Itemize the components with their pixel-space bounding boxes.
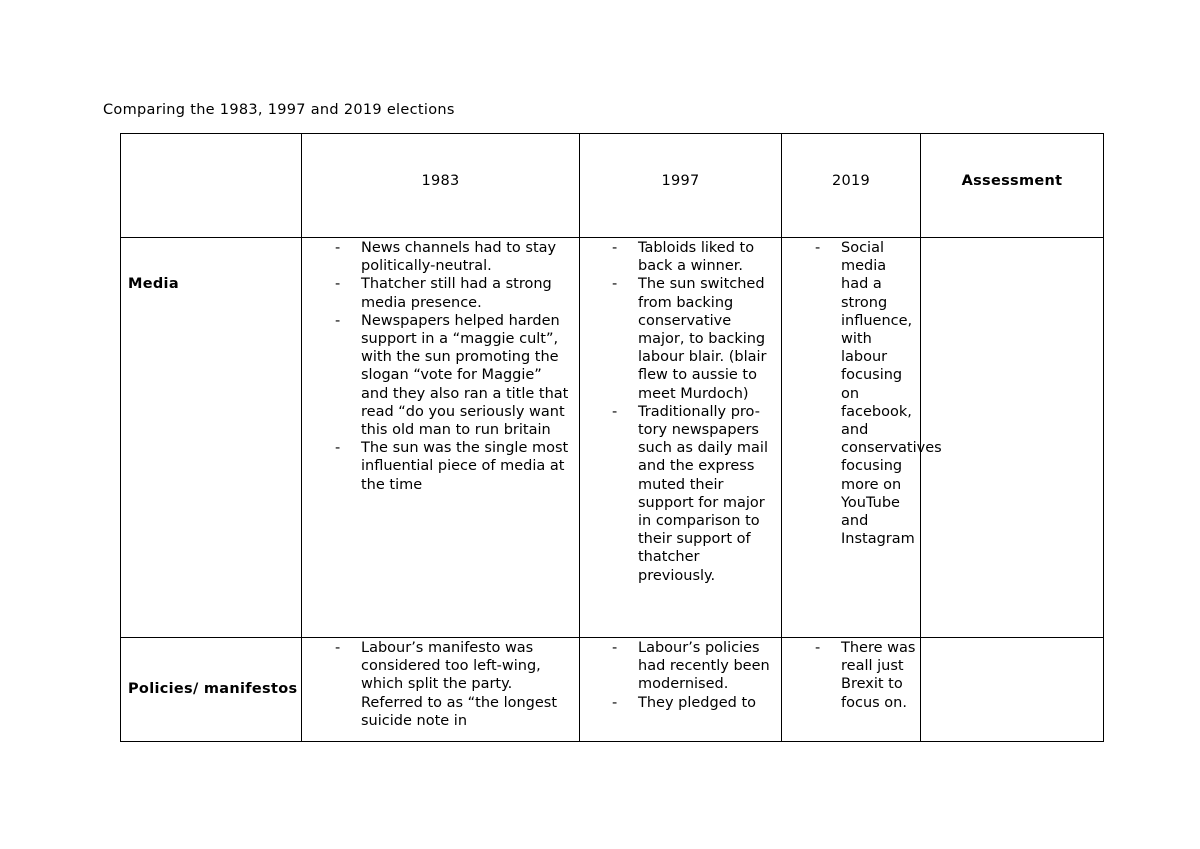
header-label-assessment: Assessment [961,173,1063,190]
cell-media-1997 [580,238,782,638]
bullet-list-media-1997 [612,239,775,585]
bullet-list-media-2019 [815,239,942,548]
list-item: - Thatcher still had a strong media presence. [335,275,573,311]
row-label-cell-policies [121,638,302,742]
list-item: - Newspapers helped harden support in a “maggie cult”, with the sun promoting the slogan “vote for Maggie” and they also ran a title that read “do you seriously want this old man to run britain [335,312,573,439]
header-label-1997: 1997 [661,173,700,190]
cell-policies-assessment [921,638,1104,742]
header-label-1983: 1983 [421,173,460,190]
list-item: - The sun was the single most influential piece of media at the time [335,439,573,494]
header-cell-assessment [921,134,1104,238]
list-item: - The sun switched from backing conservative major, to backing labour blair. (blair flew to aussie to meet Murdoch) [612,275,775,402]
list-item: - They pledged to [612,694,775,712]
cell-policies-1983 [302,638,580,742]
cell-policies-2019 [782,638,921,742]
row-label-media: Media [128,276,179,292]
header-label-2019: 2019 [831,173,871,190]
header-cell-1983 [302,134,580,238]
document-title: Comparing the 1983, 1997 and 2019 elections [103,102,455,118]
cell-media-2019 [782,238,942,638]
list-item: - Labour’s manifesto was considered too left-wing, which split the party. Referred to as “the longest suicide note in [335,639,573,730]
table-row-media [121,238,1104,638]
row-label-policies: Policies/ manifestos [128,681,298,698]
table-row-policies [121,638,1104,742]
list-item: - Social media had a strong influence, with labour focusing on facebook, and conservatives focusing more on YouTube and Instagram [815,239,916,548]
header-cell-2019 [782,134,921,238]
header-cell-empty [121,134,302,238]
cell-media-1983 [302,238,580,638]
list-item: - News channels had to stay politically-neutral. [335,239,573,275]
cell-policies-1997 [580,638,782,742]
row-label-cell-media [121,238,302,638]
header-cell-1997 [580,134,782,238]
list-item: - Labour’s policies had recently been modernised. [612,639,775,694]
cell-media-assessment [921,238,1104,638]
bullet-list-media-1983 [335,239,573,494]
list-item: - Tabloids liked to back a winner. [612,239,775,275]
bullet-list-policies-2019 [815,639,916,712]
comparison-table [120,133,1104,742]
header-row [121,134,1104,238]
bullet-list-policies-1997 [612,639,775,712]
bullet-list-policies-1983 [335,639,573,730]
list-item: - There was reall just Brexit to focus on. [815,639,916,712]
list-item: - Traditionally pro-tory newspapers such as daily mail and the express muted their support for major in comparison to their support of thatcher previously. [612,403,775,585]
